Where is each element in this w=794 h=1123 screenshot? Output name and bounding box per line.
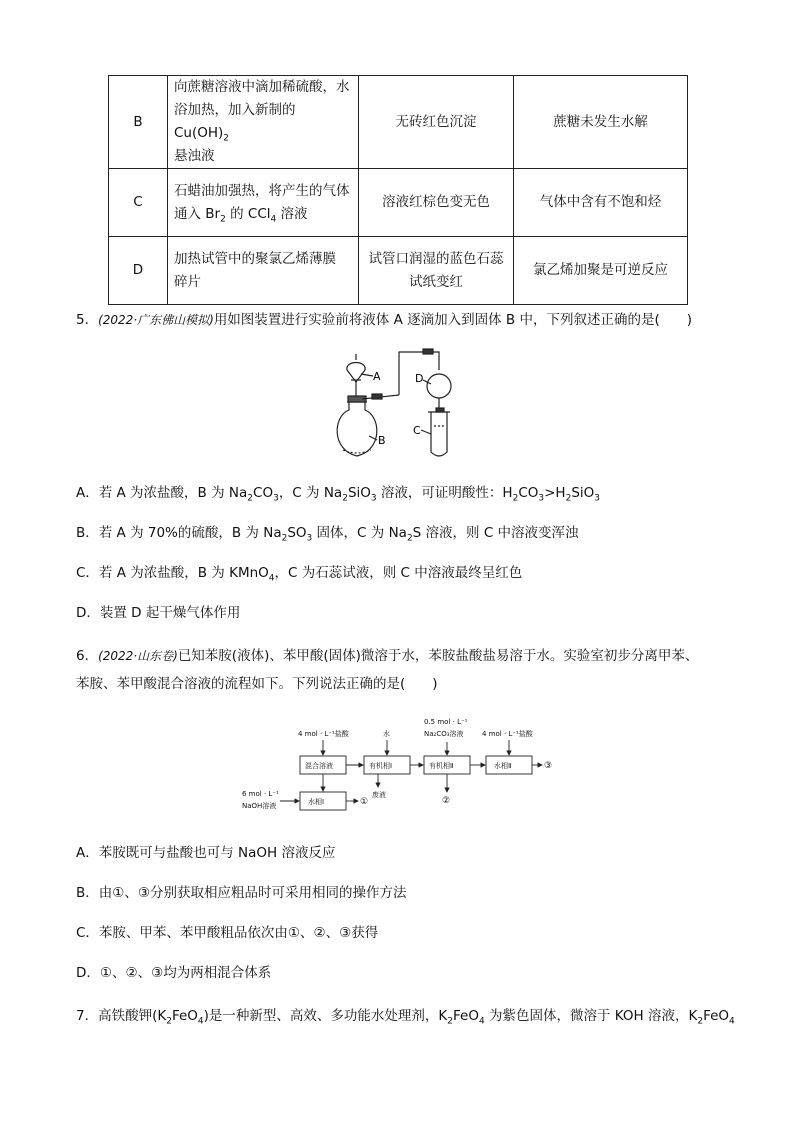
subscript: 2 <box>281 533 288 544</box>
subscript: 2 <box>247 493 254 504</box>
text-fragment: 有机相Ⅰ <box>369 762 393 770</box>
conclusion-cell: 蔗糖未发生水解 <box>514 76 688 169</box>
text-fragment: 溶液，可证明酸性：H <box>376 485 513 501</box>
text-fragment: 0.5 mol · L⁻¹ <box>424 718 468 726</box>
phenomenon-cell: 溶液红棕色变无色 <box>359 169 514 237</box>
q6-option-a: A．苯胺既可与盐酸也可与 NaOH 溶液反应 <box>76 845 336 861</box>
text-fragment: SiO <box>347 485 371 501</box>
text-fragment: )是一种新型、高效、多功能水处理剂，K <box>203 1008 448 1024</box>
subscript: 2 <box>406 533 413 544</box>
q6-flowchart <box>238 712 568 816</box>
q6-stem-line1 <box>76 646 698 666</box>
operation-cell <box>168 169 359 237</box>
text-fragment: CO <box>253 485 274 501</box>
text-fragment: 悬浊液 <box>174 148 215 164</box>
text-fragment: 通入 Br <box>174 205 221 222</box>
text-fragment: C．若 A 为浓盐酸，B 为 KMnO <box>76 565 269 581</box>
subscript: 3 <box>370 493 377 504</box>
q5-source: (2022·广东佛山模拟) <box>98 313 214 327</box>
text-fragment: 的 CCl <box>225 205 271 222</box>
q6-option-b: B．由①、③分别获取相应粗品时可采用相同的操作方法 <box>76 885 407 901</box>
label-a: A <box>373 370 381 383</box>
conclusion-cell: 氯乙烯加聚是可逆反应 <box>514 237 688 305</box>
q6-option-d: D．①、②、③均为两相混合体系 <box>76 965 272 981</box>
subscript: 3 <box>306 533 313 544</box>
text-fragment: ，C 为 Na <box>278 485 343 501</box>
text-fragment: 6． <box>76 648 99 664</box>
subscript: 3 <box>594 493 600 504</box>
text-fragment: NaOH溶液 <box>242 802 277 810</box>
text-fragment: 溶液 <box>276 205 308 222</box>
text-fragment: 用如图装置进行实验前将液体 A 逐滴加入到固体 B 中，下列叙述正确的是( ) <box>213 312 693 328</box>
row-label: D <box>109 237 168 305</box>
text-fragment: 6 mol · L⁻¹ <box>242 790 279 798</box>
text-fragment: 固体，C 为 Na <box>312 525 407 541</box>
subscript: 4 <box>270 214 277 225</box>
text-fragment: S 溶液，则 C 中溶液变浑浊 <box>412 525 579 541</box>
text-fragment: 水 <box>383 730 390 738</box>
text-fragment: 废液 <box>372 791 386 799</box>
text-fragment: SiO <box>571 485 595 501</box>
subscript: 2 <box>512 493 519 504</box>
text-fragment: FeO <box>453 1008 479 1024</box>
text-fragment: 5． <box>76 312 99 328</box>
operation-cell <box>168 237 359 305</box>
text-fragment: ① <box>360 797 369 807</box>
q7-stem <box>76 1006 735 1026</box>
subscript: 2 <box>220 214 226 225</box>
experiment-table <box>108 75 688 305</box>
subscript: 4 <box>197 1016 204 1027</box>
text-fragment: 试纸变红 <box>409 273 463 290</box>
row-label: C <box>109 169 168 237</box>
text-fragment: 为紫色固体，微溶于 KOH 溶液，K <box>484 1008 698 1024</box>
label-c: C <box>413 424 421 437</box>
text-fragment: >H <box>544 485 566 501</box>
text-fragment: ，C 为石蕊试液，则 C 中溶液最终呈红色 <box>274 565 523 581</box>
subscript: 4 <box>268 573 275 584</box>
subscript: 2 <box>342 493 348 504</box>
label-d: D <box>415 372 424 385</box>
label-b: B <box>378 434 386 447</box>
row-label: B <box>109 76 168 169</box>
subscript: 2 <box>565 493 572 504</box>
text-fragment: 7．高铁酸钾(K <box>76 1008 167 1024</box>
q5-apparatus-figure <box>325 340 475 465</box>
text-fragment: 混合溶液 <box>305 762 333 770</box>
q5-option-b <box>76 523 579 543</box>
q6-option-c: C．苯胺、甲苯、苯甲酸粗品依次由①、②、③获得 <box>76 925 379 941</box>
subscript: 2 <box>697 1016 704 1027</box>
text-fragment: 4 mol · L⁻¹盐酸 <box>482 730 533 738</box>
table-row <box>109 169 688 237</box>
subscript: 3 <box>538 493 545 504</box>
q5-option-d: D．装置 D 起干燥气体作用 <box>76 605 241 621</box>
text-fragment: FeO <box>171 1008 198 1024</box>
q5-stem <box>76 310 692 330</box>
text-fragment: 水相Ⅰ <box>308 798 325 806</box>
text-fragment: Na₂CO₃溶液 <box>424 730 464 738</box>
text-fragment: FeO <box>703 1008 730 1024</box>
phenomenon-cell: 无砖红色沉淀 <box>359 76 514 169</box>
conclusion-cell: 气体中含有不饱和烃 <box>514 169 688 237</box>
subscript: 2 <box>447 1016 454 1027</box>
text-fragment: 水相Ⅱ <box>494 762 512 770</box>
q5-option-c <box>76 563 522 583</box>
text-fragment: 加热试管中的聚氯乙烯薄膜 <box>174 250 336 267</box>
q5-option-a <box>76 483 600 503</box>
text-fragment: 石蜡油加强热，将产生的气体 <box>174 182 350 199</box>
table-row <box>109 237 688 305</box>
table-row <box>109 76 688 169</box>
text-fragment: 碎片 <box>174 273 201 290</box>
text-fragment: A．若 A 为浓盐酸，B 为 Na <box>76 485 248 501</box>
subscript: 2 <box>223 133 230 144</box>
subscript: 2 <box>166 1016 172 1027</box>
subscript: 4 <box>478 1016 485 1027</box>
text-fragment: 已知苯胺(液体)、苯甲酸(固体)微溶于水，苯胺盐酸盐易溶于水。实验室初步分离甲苯、 <box>177 648 699 664</box>
text-fragment: 浴加热，加入新制的 Cu(OH) <box>174 102 296 141</box>
text-fragment: ② <box>442 796 451 806</box>
q6-source: (2022·山东卷) <box>98 649 178 663</box>
text-fragment: 向蔗糖溶液中滴加稀硫酸，水 <box>174 79 350 95</box>
operation-cell <box>168 76 359 169</box>
text-fragment: B．若 A 为 70%的硫酸，B 为 Na <box>76 525 282 541</box>
q6-stem-line2: 苯胺、苯甲酸混合溶液的流程如下。下列说法正确的是( ) <box>76 676 438 692</box>
phenomenon-cell <box>359 237 514 305</box>
text-fragment: 试管口润湿的蓝色石蕊 <box>368 250 504 267</box>
text-fragment: ③ <box>544 761 553 771</box>
subscript: 4 <box>729 1016 735 1027</box>
text-fragment: CO <box>518 485 539 501</box>
text-fragment: SO <box>287 525 307 541</box>
text-fragment: 4 mol · L⁻¹盐酸 <box>298 730 349 738</box>
text-fragment: 有机相Ⅱ <box>429 762 454 770</box>
subscript: 3 <box>273 493 279 504</box>
